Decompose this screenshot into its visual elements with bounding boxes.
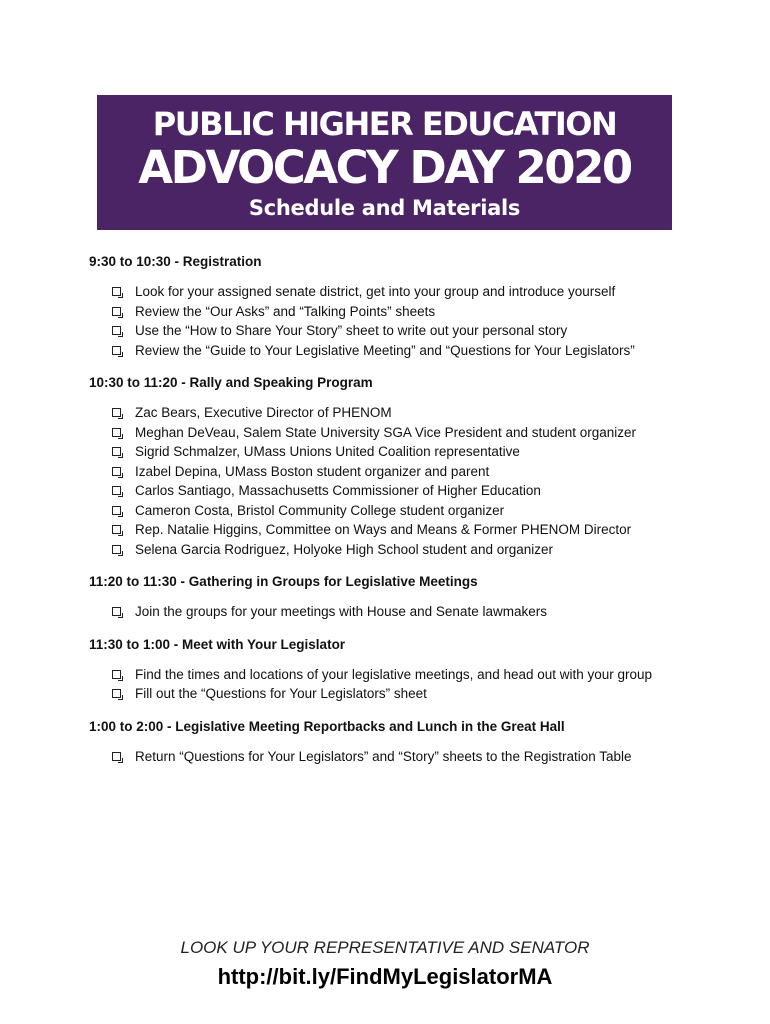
section-heading: 10:30 to 11:20 - Rally and Speaking Program xyxy=(89,375,373,390)
checkbox-bullet-icon xyxy=(112,486,121,495)
list-item xyxy=(112,520,729,540)
list-item-text: Review the “Our Asks” and “Talking Points” sheets xyxy=(135,303,436,319)
list-item-text: Join the groups for your meetings with House and Senate lawmakers xyxy=(135,604,547,619)
list-item-text: Rep. Natalie Higgins, Committee on Ways and Means & Former PHENOM Director xyxy=(135,522,632,537)
list-item-text: Sigrid Schmalzer, UMass Unions United Coalition representative xyxy=(135,444,520,459)
checkbox-bullet-icon xyxy=(112,752,121,761)
section-heading: 11:20 to 11:30 - Gathering in Groups for Legislative Meetings xyxy=(89,574,478,589)
list-item-text: Zac Bears, Executive Director of PHENOM xyxy=(135,405,392,420)
list-item xyxy=(112,282,729,302)
list-item xyxy=(112,501,729,521)
checkbox-bullet-icon xyxy=(112,326,121,335)
list-item xyxy=(112,540,729,560)
section-item-list xyxy=(89,282,729,360)
checkbox-bullet-icon xyxy=(112,447,121,456)
checkbox-bullet-icon xyxy=(112,607,121,616)
list-item xyxy=(112,423,729,443)
list-item xyxy=(112,747,729,767)
checkbox-bullet-icon xyxy=(112,346,121,355)
list-item xyxy=(112,341,729,361)
section-heading: 9:30 to 10:30 - Registration xyxy=(89,254,262,269)
checkbox-bullet-icon xyxy=(112,670,121,679)
list-item xyxy=(112,602,729,622)
section-item-list xyxy=(89,602,729,622)
banner-subtitle: Schedule and Materials xyxy=(248,196,521,220)
list-item-text: Fill out the “Questions for Your Legislators” sheet xyxy=(135,686,427,701)
section-item-list xyxy=(89,403,729,559)
banner-title-line1: PUBLIC HIGHER EDUCATION xyxy=(152,105,617,143)
checkbox-bullet-icon xyxy=(112,689,121,698)
list-item xyxy=(112,665,729,685)
list-item-text: Carlos Santiago, Massachusetts Commissioner of Higher Education xyxy=(135,483,541,498)
list-item-text: Review the “Guide to Your Legislative Meeting” and “Questions for Your Legislators” xyxy=(135,342,635,358)
checkbox-bullet-icon xyxy=(112,545,121,554)
list-item xyxy=(112,403,729,423)
list-item xyxy=(112,442,729,462)
schedule-section xyxy=(89,717,729,767)
section-heading: 11:30 to 1:00 - Meet with Your Legislator xyxy=(89,636,346,652)
schedule xyxy=(89,252,729,779)
checkbox-bullet-icon xyxy=(112,525,121,534)
footer-cta: LOOK UP YOUR REPRESENTATIVE AND SENATOR xyxy=(180,938,590,957)
schedule-section xyxy=(89,373,729,559)
section-item-list xyxy=(89,665,729,704)
list-item-text: Look for your assigned senate district, get into your group and introduce yourself xyxy=(135,284,616,299)
schedule-section xyxy=(89,635,729,704)
list-item-text: Find the times and locations of your legislative meetings, and head out with your group xyxy=(135,666,653,682)
schedule-section xyxy=(89,252,729,360)
title-banner xyxy=(97,95,672,230)
checkbox-bullet-icon xyxy=(112,408,121,417)
list-item-text: Izabel Depina, UMass Boston student organizer and parent xyxy=(135,463,490,479)
list-item xyxy=(112,684,729,704)
banner-title-line2: ADVOCACY DAY 2020 xyxy=(138,141,631,194)
checkbox-bullet-icon xyxy=(112,287,121,296)
list-item-text: Selena Garcia Rodriguez, Holyoke High School student and organizer xyxy=(135,541,553,557)
list-item-text: Cameron Costa, Bristol Community College student organizer xyxy=(135,502,505,518)
footer-url-link[interactable]: http://bit.ly/FindMyLegislatorMA xyxy=(217,964,553,989)
section-item-list xyxy=(89,747,729,767)
section-heading: 1:00 to 2:00 - Legislative Meeting Reportbacks and Lunch in the Great Hall xyxy=(89,718,565,734)
checkbox-bullet-icon xyxy=(112,428,121,437)
checkbox-bullet-icon xyxy=(112,307,121,316)
list-item xyxy=(112,321,729,341)
list-item xyxy=(112,302,729,322)
checkbox-bullet-icon xyxy=(112,506,121,515)
list-item-text: Return “Questions for Your Legislators” and “Story” sheets to the Registration Table xyxy=(135,748,632,764)
schedule-section xyxy=(89,572,729,622)
list-item xyxy=(112,462,729,482)
checkbox-bullet-icon xyxy=(112,467,121,476)
list-item-text: Use the “How to Share Your Story” sheet to write out your personal story xyxy=(135,323,568,338)
list-item xyxy=(112,481,729,501)
list-item-text: Meghan DeVeau, Salem State University SGA Vice President and student organizer xyxy=(135,424,637,440)
